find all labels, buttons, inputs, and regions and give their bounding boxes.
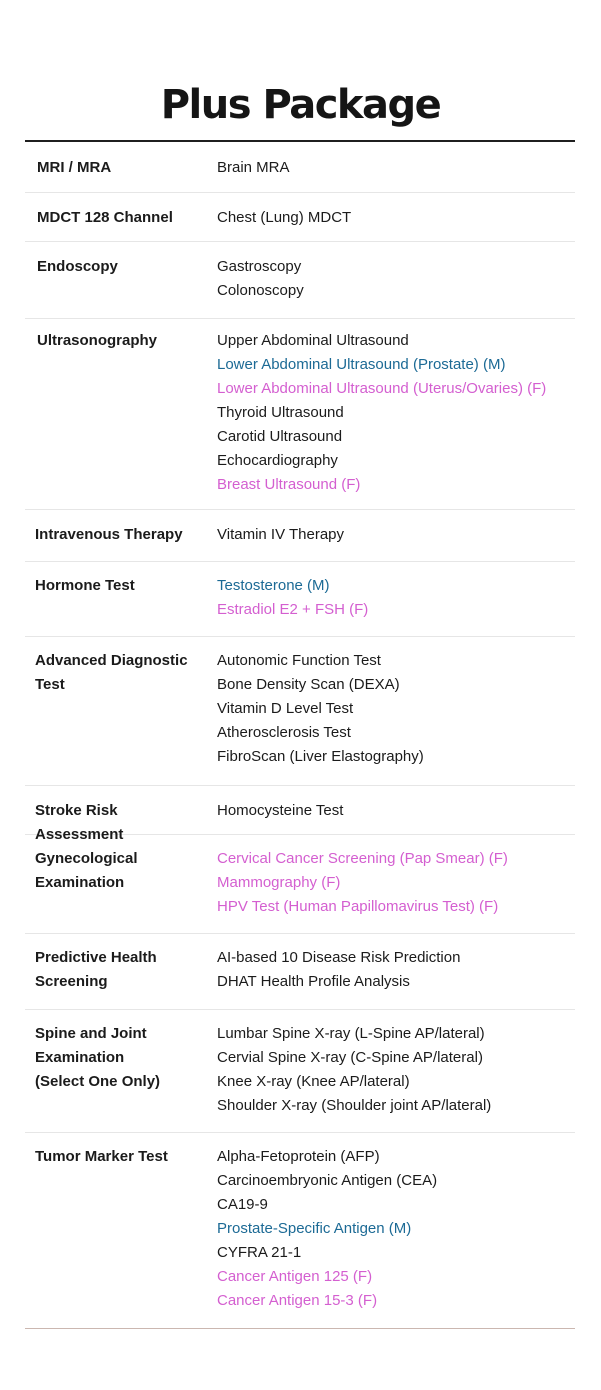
row-item: FibroScan (Liver Elastography) bbox=[217, 748, 424, 765]
table-row bbox=[25, 786, 575, 843]
row-item: Prostate-Specific Antigen (M) bbox=[217, 1220, 412, 1237]
row-item: Shoulder X-ray (Shoulder joint AP/lateral) bbox=[217, 1097, 492, 1114]
row-item: Alpha-Fetoprotein (AFP) bbox=[217, 1148, 380, 1165]
row-category-line: Stroke Risk Assessment bbox=[35, 802, 124, 843]
row-item: CA19-9 bbox=[217, 1196, 268, 1213]
row-item: Cervial Spine X-ray (C-Spine AP/lateral) bbox=[217, 1049, 483, 1066]
table-row bbox=[25, 637, 575, 786]
table-row bbox=[25, 510, 575, 562]
row-category bbox=[25, 142, 217, 192]
row-category bbox=[25, 786, 217, 843]
row-category-line: Test bbox=[35, 676, 65, 693]
row-category-line: MDCT 128 Channel bbox=[37, 209, 173, 226]
table-row bbox=[25, 835, 575, 934]
row-category bbox=[25, 835, 217, 933]
table-row bbox=[25, 142, 575, 193]
row-item: Cervical Cancer Screening (Pap Smear) (F) bbox=[217, 850, 508, 867]
row-item: Brain MRA bbox=[217, 159, 290, 176]
row-category-line: Advanced Diagnostic bbox=[35, 652, 188, 669]
row-item: Bone Density Scan (DEXA) bbox=[217, 676, 400, 693]
row-item: Carcinoembryonic Antigen (CEA) bbox=[217, 1172, 438, 1189]
row-category-line: Spine and Joint bbox=[35, 1025, 147, 1042]
row-items bbox=[217, 142, 575, 192]
row-category-line: Screening bbox=[35, 973, 108, 990]
row-category-line: Examination bbox=[35, 1049, 125, 1066]
row-category-line: Endoscopy bbox=[37, 258, 118, 275]
row-category-line: MRI / MRA bbox=[37, 159, 112, 176]
row-item: Echocardiography bbox=[217, 452, 338, 469]
row-item: Gastroscopy bbox=[217, 258, 302, 275]
table-row bbox=[25, 562, 575, 637]
row-category bbox=[25, 934, 217, 1009]
row-items bbox=[217, 319, 575, 509]
row-item: Carotid Ultrasound bbox=[217, 428, 343, 445]
row-item: Colonoscopy bbox=[217, 282, 304, 299]
row-item: Upper Abdominal Ultrasound bbox=[217, 332, 409, 349]
row-category-line: Examination bbox=[35, 874, 125, 891]
row-category bbox=[25, 1133, 217, 1328]
row-items bbox=[217, 835, 575, 933]
row-category-line: Hormone Test bbox=[35, 577, 135, 594]
row-items bbox=[217, 934, 575, 1009]
row-category bbox=[25, 319, 217, 509]
row-category bbox=[25, 637, 217, 785]
row-items bbox=[217, 637, 575, 785]
row-category bbox=[25, 193, 217, 241]
row-items bbox=[217, 1010, 575, 1132]
row-items bbox=[217, 193, 575, 241]
row-item: Knee X-ray (Knee AP/lateral) bbox=[217, 1073, 410, 1090]
row-item: Chest (Lung) MDCT bbox=[217, 209, 352, 226]
row-category bbox=[25, 1010, 217, 1132]
table-row bbox=[25, 1010, 575, 1133]
row-item: Vitamin IV Therapy bbox=[217, 526, 345, 543]
row-item: AI-based 10 Disease Risk Prediction bbox=[217, 949, 461, 966]
row-item: Lower Abdominal Ultrasound (Uterus/Ovaries) (F) bbox=[217, 380, 547, 397]
row-item: Estradiol E2 + FSH (F) bbox=[217, 601, 369, 618]
row-item: Autonomic Function Test bbox=[217, 652, 381, 669]
row-item: Breast Ultrasound (F) bbox=[217, 476, 361, 493]
row-items bbox=[217, 786, 575, 834]
row-category bbox=[25, 242, 217, 318]
row-category-line: Intravenous Therapy bbox=[35, 526, 183, 543]
row-item: Testosterone (M) bbox=[217, 577, 330, 594]
row-category-line: (Select One Only) bbox=[35, 1073, 161, 1090]
row-item: Mammography (F) bbox=[217, 874, 341, 891]
row-item: Lumbar Spine X-ray (L-Spine AP/lateral) bbox=[217, 1025, 485, 1042]
table-row bbox=[25, 1133, 575, 1329]
row-item: HPV Test (Human Papillomavirus Test) (F) bbox=[217, 898, 499, 915]
row-item: Lower Abdominal Ultrasound (Prostate) (M) bbox=[217, 356, 506, 373]
row-item: Cancer Antigen 125 (F) bbox=[217, 1268, 373, 1285]
row-category-line: Ultrasonography bbox=[37, 332, 158, 349]
row-item: Thyroid Ultrasound bbox=[217, 404, 344, 421]
row-item: Homocysteine Test bbox=[217, 802, 344, 819]
row-item: Cancer Antigen 15-3 (F) bbox=[217, 1292, 378, 1309]
table-row bbox=[25, 934, 575, 1010]
row-category bbox=[25, 510, 217, 561]
row-category bbox=[25, 562, 217, 636]
table-row bbox=[25, 242, 575, 319]
row-item: DHAT Health Profile Analysis bbox=[217, 973, 410, 990]
row-item: Atherosclerosis Test bbox=[217, 724, 351, 741]
row-items bbox=[217, 510, 575, 561]
table-row bbox=[25, 319, 575, 510]
page-title: Plus Package bbox=[160, 81, 441, 128]
table-row bbox=[25, 193, 575, 242]
row-items bbox=[217, 1133, 575, 1328]
row-items bbox=[217, 562, 575, 636]
row-category-line: Predictive Health bbox=[35, 949, 157, 966]
package-table bbox=[25, 140, 575, 1329]
row-item: Vitamin D Level Test bbox=[217, 700, 354, 717]
row-category-line: Tumor Marker Test bbox=[35, 1148, 168, 1165]
row-category-line: Gynecological bbox=[35, 850, 138, 867]
row-item: CYFRA 21-1 bbox=[217, 1244, 302, 1261]
row-items bbox=[217, 242, 575, 318]
